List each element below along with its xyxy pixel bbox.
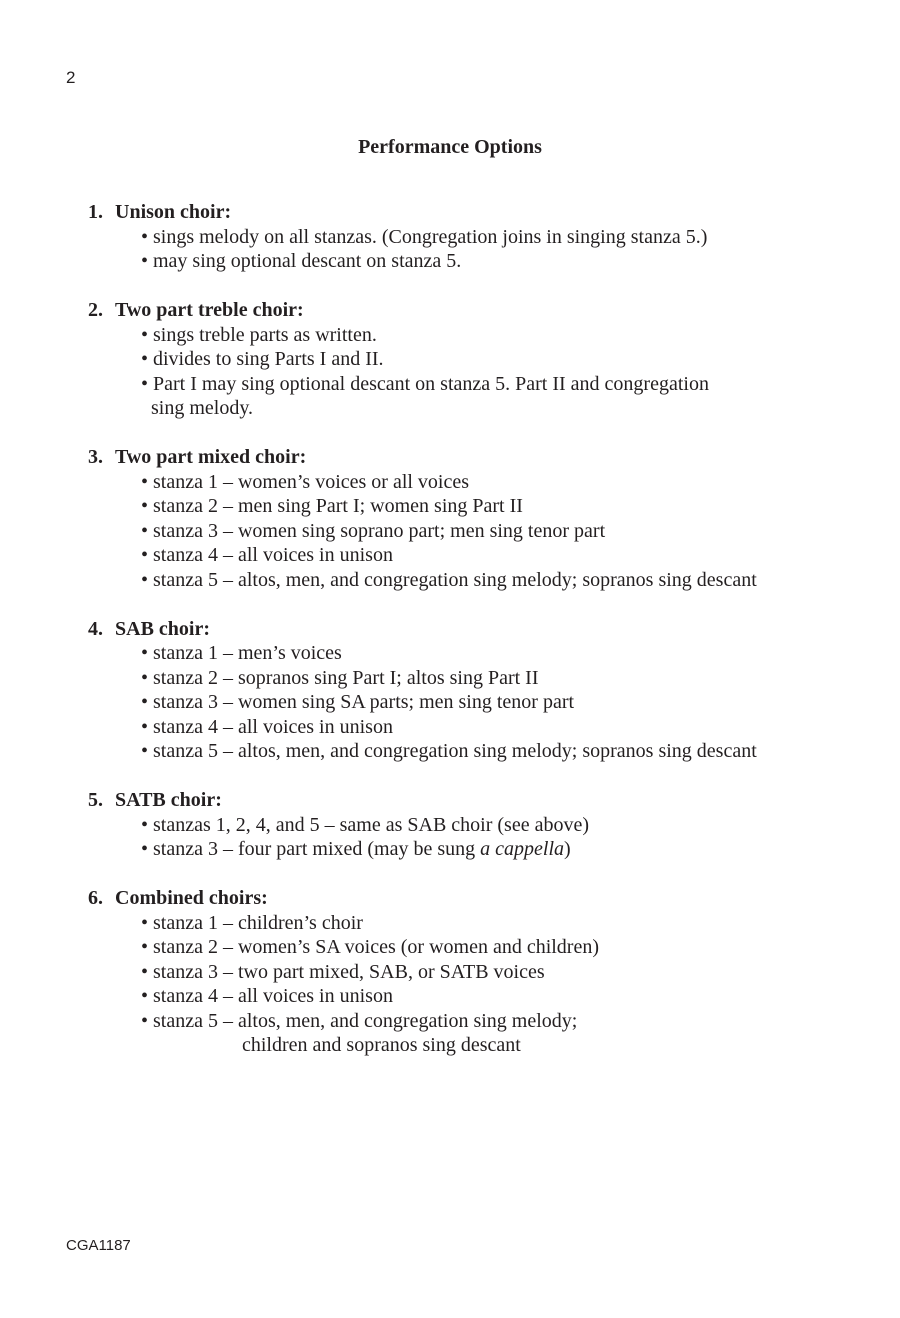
- option-heading: [88, 617, 878, 642]
- option-item: • stanza 5 – altos, men, and congregation sing melody; sopranos sing descant: [141, 568, 757, 591]
- option-number: 3.: [88, 446, 103, 468]
- option-number: 5.: [88, 789, 103, 811]
- option-item: • stanzas 1, 2, 4, and 5 – same as SAB choir (see above): [141, 813, 589, 836]
- option-number: 2.: [88, 299, 103, 321]
- option-item: • stanza 3 – women sing SA parts; men sing tenor part: [141, 691, 575, 713]
- option-item: • Part I may sing optional descant on stanza 5. Part II and congregation: [141, 372, 709, 395]
- option-title: Unison choir:: [115, 201, 232, 223]
- option-item: • stanza 1 – children’s choir: [141, 911, 363, 934]
- option-item: • sings melody on all stanzas. (Congregation joins in singing stanza 5.): [141, 225, 708, 248]
- option-item: • stanza 3 – women sing soprano part; men sing tenor part: [141, 519, 606, 542]
- option-two-part-mixed-choir: [88, 445, 878, 592]
- option-two-part-treble-choir: [88, 298, 878, 421]
- option-title: Combined choirs:: [115, 887, 268, 909]
- option-item: • may sing optional descant on stanza 5.: [141, 250, 462, 272]
- option-sab-choir: [88, 617, 878, 764]
- option-title: SATB choir:: [115, 789, 222, 811]
- option-number: 4.: [88, 617, 103, 640]
- performance-options-list: [88, 200, 878, 1082]
- option-item: • sings treble parts as written.: [141, 323, 377, 346]
- option-combined-choirs: [88, 886, 878, 1058]
- option-item: • stanza 4 – all voices in unison: [141, 985, 393, 1007]
- option-heading: [88, 200, 878, 225]
- option-item-italic-text: a cappella: [480, 838, 565, 860]
- option-title: SAB choir:: [115, 617, 210, 640]
- option-item: • divides to sing Parts I and II.: [141, 348, 384, 370]
- option-item: • stanza 2 – women’s SA voices (or women and children): [141, 936, 600, 958]
- option-number: 1.: [88, 201, 103, 223]
- page-title: Performance Options: [358, 136, 542, 158]
- option-item: [88, 837, 878, 862]
- page-number: 2: [66, 68, 76, 87]
- catalog-code: CGA1187: [66, 1237, 131, 1254]
- option-title: Two part mixed choir:: [115, 446, 307, 468]
- option-item: • stanza 4 – all voices in unison: [141, 715, 393, 738]
- option-title: Two part treble choir:: [115, 299, 304, 321]
- option-item: • stanza 5 – altos, men, and congregation sing melody;: [141, 1009, 578, 1032]
- option-number: 6.: [88, 887, 103, 909]
- option-satb-choir: [88, 788, 878, 862]
- option-item: • stanza 3 – two part mixed, SAB, or SATB voices: [141, 960, 545, 983]
- option-item-continuation: sing melody.: [151, 397, 254, 419]
- option-item: • stanza 4 – all voices in unison: [141, 544, 393, 566]
- option-item-text: • stanza 3 – four part mixed (may be sung: [141, 838, 481, 860]
- option-item: • stanza 1 – women’s voices or all voices: [141, 470, 470, 493]
- option-item: • stanza 5 – altos, men, and congregation sing melody; sopranos sing descant: [141, 740, 757, 762]
- option-heading: [88, 886, 878, 911]
- option-item-text-end: ): [564, 838, 571, 860]
- option-unison-choir: [88, 200, 878, 274]
- option-heading: [88, 298, 878, 323]
- option-heading: [88, 788, 878, 813]
- option-item: • stanza 2 – sopranos sing Part I; altos sing Part II: [141, 666, 539, 689]
- option-item-continuation: children and sopranos sing descant: [242, 1034, 521, 1056]
- option-item: • stanza 1 – men’s voices: [141, 642, 342, 664]
- option-item: • stanza 2 – men sing Part I; women sing Part II: [141, 495, 523, 517]
- option-heading: [88, 445, 878, 470]
